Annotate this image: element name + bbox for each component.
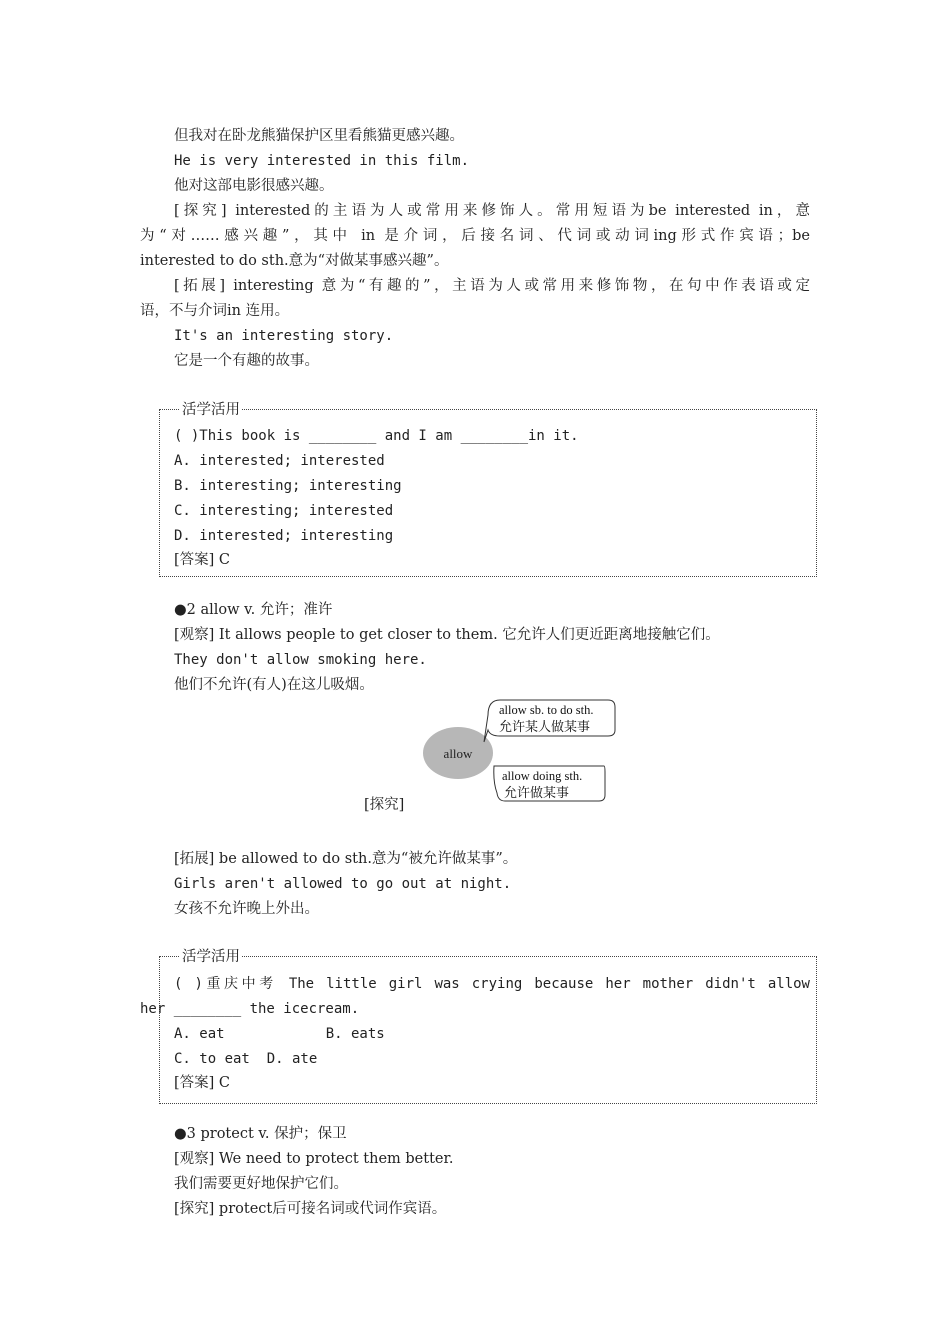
example-sentence-cn: 我们需要更好地保护它们。 bbox=[174, 1176, 348, 1192]
example-sentence-en: Girls aren't allowed to go out at night. bbox=[174, 876, 512, 892]
example-sentence-cn: 他们不允许(有人)在这儿吸烟。 bbox=[174, 677, 374, 693]
exercise-answer: [答案] C bbox=[174, 552, 231, 568]
bottom-bubble-cn: 允许做某事 bbox=[504, 785, 570, 800]
exercise-option: A. eat B. eats bbox=[174, 1026, 385, 1042]
example-sentence-en: It's an interesting story. bbox=[174, 328, 394, 344]
exercise-question: ( )重庆中考 The little girl was crying because her mother didn't allow bbox=[174, 976, 810, 992]
explore-text: [探究] protect后可接名词或代词作宾语。 bbox=[174, 1201, 447, 1217]
observe-text: [观察] We need to protect them better. bbox=[174, 1151, 454, 1167]
exercise-option: B. interesting; interesting bbox=[174, 478, 402, 494]
bottom-bubble-en: allow doing sth. bbox=[502, 769, 583, 783]
practice-box-title: 活学活用 bbox=[182, 949, 240, 965]
example-sentence-cn: 他对这部电影很感兴趣。 bbox=[174, 178, 334, 194]
exercise-option: C. to eat D. ate bbox=[174, 1051, 318, 1067]
exercise-option: D. interested; interesting bbox=[174, 528, 394, 544]
extend-text: [拓展] be allowed to do sth.意为“被允许做某事”。 bbox=[174, 851, 518, 867]
example-sentence-cn: 它是一个有趣的故事。 bbox=[174, 353, 319, 369]
explore-text: [探究] interested的主语为人或常用来修饰人。常用短语为be interested in，意 bbox=[174, 203, 810, 219]
vocab-heading: ●2 allow v. 允许；准许 bbox=[174, 602, 333, 618]
extend-text: [拓展] interesting 意为“有趣的”，主语为人或常用来修饰物，在句中作表语或定 bbox=[174, 278, 810, 294]
exercise-question: ( )This book is ________ and I am ________in it. bbox=[174, 428, 579, 444]
example-sentence-en: He is very interested in this film. bbox=[174, 153, 470, 169]
top-bubble-cn: 允许某人做某事 bbox=[499, 719, 591, 734]
explore-text: interested to do sth.意为“对做某事感兴趣”。 bbox=[140, 253, 449, 269]
observe-text: [观察] It allows people to get closer to them. 它允许人们更近距离地接触它们。 bbox=[174, 627, 720, 643]
text-line: 但我对在卧龙熊猫保护区里看熊猫更感兴趣。 bbox=[174, 128, 464, 144]
practice-box-title: 活学活用 bbox=[182, 402, 240, 418]
example-sentence-cn: 女孩不允许晚上外出。 bbox=[174, 901, 319, 917]
exercise-option: C. interesting; interested bbox=[174, 503, 394, 519]
explore-text: 为“对……感兴趣”，其中 in 是介词，后接名词、代词或动词ing形式作宾语；be bbox=[140, 228, 810, 244]
top-bubble-en: allow sb. to do sth. bbox=[499, 703, 594, 717]
exercise-question: her ________ the icecream. bbox=[140, 1001, 360, 1017]
explore-label: [探究] bbox=[364, 797, 405, 813]
exercise-option: A. interested; interested bbox=[174, 453, 385, 469]
extend-text: 语，不与介词in 连用。 bbox=[140, 303, 290, 319]
allow-mind-map bbox=[418, 694, 618, 804]
exercise-answer: [答案] C bbox=[174, 1075, 231, 1091]
example-sentence-en: They don't allow smoking here. bbox=[174, 652, 427, 668]
vocab-heading: ●3 protect v. 保护；保卫 bbox=[174, 1126, 347, 1142]
center-node-label: allow bbox=[443, 746, 473, 761]
